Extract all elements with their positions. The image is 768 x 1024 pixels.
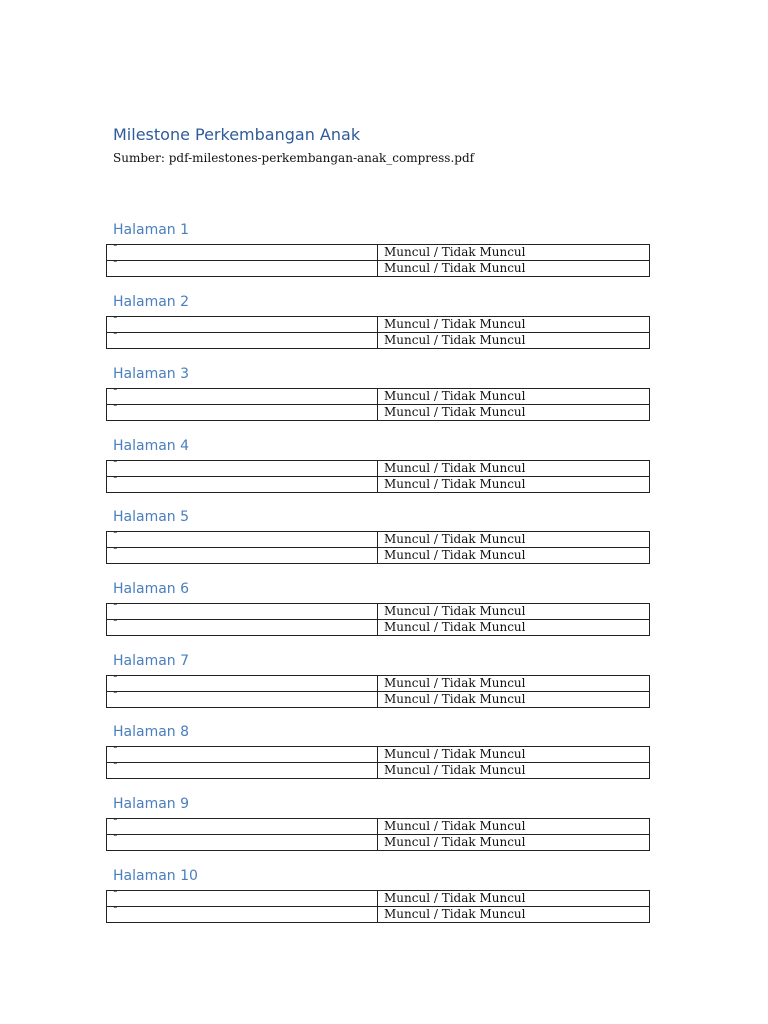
- section-heading: Halaman 8: [113, 724, 190, 740]
- milestone-status-cell: Muncul / Tidak Muncul: [378, 692, 650, 708]
- milestone-status-cell: Muncul / Tidak Muncul: [378, 477, 650, 493]
- table-row: [107, 532, 650, 548]
- section-halaman-4: [106, 437, 648, 493]
- milestone-status-cell: Muncul / Tidak Muncul: [378, 532, 650, 548]
- milestone-item-cell: ˜: [107, 692, 378, 708]
- table-row: [107, 245, 650, 261]
- table-row: [107, 261, 650, 277]
- milestone-table: [106, 244, 650, 277]
- table-row: [107, 692, 650, 708]
- milestone-table: [106, 890, 650, 923]
- milestone-status-cell: Muncul / Tidak Muncul: [378, 907, 650, 923]
- table-row: [107, 477, 650, 493]
- milestone-table: [106, 746, 650, 779]
- section-halaman-8: [106, 723, 648, 779]
- milestone-status-cell: Muncul / Tidak Muncul: [378, 461, 650, 477]
- section-halaman-9: [106, 795, 648, 851]
- section-halaman-3: [106, 365, 648, 421]
- milestone-status-cell: Muncul / Tidak Muncul: [378, 317, 650, 333]
- milestone-status-cell: Muncul / Tidak Muncul: [378, 245, 650, 261]
- table-row: [107, 907, 650, 923]
- milestone-item-cell: ˜: [107, 333, 378, 349]
- table-row: [107, 835, 650, 851]
- milestone-status-cell: Muncul / Tidak Muncul: [378, 333, 650, 349]
- section-halaman-6: [106, 580, 648, 636]
- table-row: [107, 405, 650, 421]
- section-heading: Halaman 5: [113, 509, 190, 525]
- milestone-status-cell: Muncul / Tidak Muncul: [378, 835, 650, 851]
- milestone-status-cell: Muncul / Tidak Muncul: [378, 261, 650, 277]
- milestone-status-cell: Muncul / Tidak Muncul: [378, 747, 650, 763]
- milestone-status-cell: Muncul / Tidak Muncul: [378, 405, 650, 421]
- section-halaman-1: [106, 221, 648, 277]
- table-row: [107, 604, 650, 620]
- section-heading: Halaman 3: [113, 366, 190, 382]
- section-halaman-7: [106, 652, 648, 708]
- milestone-status-cell: Muncul / Tidak Muncul: [378, 763, 650, 779]
- milestone-item-cell: ˜: [107, 245, 378, 261]
- table-row: [107, 763, 650, 779]
- section-heading: Halaman 6: [113, 581, 190, 597]
- milestone-status-cell: Muncul / Tidak Muncul: [378, 620, 650, 636]
- milestone-item-cell: ˜: [107, 317, 378, 333]
- milestone-table: [106, 388, 650, 421]
- section-heading: Halaman 1: [113, 222, 190, 238]
- milestone-item-cell: ˜: [107, 548, 378, 564]
- milestone-table: [106, 531, 650, 564]
- table-row: [107, 317, 650, 333]
- table-row: [107, 676, 650, 692]
- milestone-status-cell: Muncul / Tidak Muncul: [378, 676, 650, 692]
- milestone-item-cell: ˜: [107, 819, 378, 835]
- milestone-status-cell: Muncul / Tidak Muncul: [378, 604, 650, 620]
- milestone-item-cell: ˜: [107, 907, 378, 923]
- milestone-item-cell: ˜: [107, 532, 378, 548]
- table-row: [107, 548, 650, 564]
- table-row: [107, 333, 650, 349]
- milestone-item-cell: ˜: [107, 261, 378, 277]
- milestone-item-cell: ˜: [107, 891, 378, 907]
- milestone-item-cell: ˜: [107, 477, 378, 493]
- milestone-item-cell: ˜: [107, 763, 378, 779]
- milestone-status-cell: Muncul / Tidak Muncul: [378, 548, 650, 564]
- document-title: Milestone Perkembangan Anak: [113, 125, 361, 144]
- milestone-table: [106, 818, 650, 851]
- milestone-table: [106, 603, 650, 636]
- section-heading: Halaman 10: [113, 868, 198, 884]
- section-heading: Halaman 2: [113, 294, 190, 310]
- section-halaman-10: [106, 867, 648, 923]
- milestone-status-cell: Muncul / Tidak Muncul: [378, 891, 650, 907]
- table-row: [107, 819, 650, 835]
- section-heading: Halaman 9: [113, 796, 190, 812]
- milestone-table: [106, 316, 650, 349]
- milestone-item-cell: ˜: [107, 389, 378, 405]
- section-halaman-2: [106, 293, 648, 349]
- milestone-table: [106, 460, 650, 493]
- section-heading: Halaman 7: [113, 653, 190, 669]
- milestone-item-cell: ˜: [107, 604, 378, 620]
- milestone-item-cell: ˜: [107, 747, 378, 763]
- table-row: [107, 747, 650, 763]
- milestone-status-cell: Muncul / Tidak Muncul: [378, 389, 650, 405]
- milestone-item-cell: ˜: [107, 405, 378, 421]
- table-row: [107, 891, 650, 907]
- table-row: [107, 620, 650, 636]
- table-row: [107, 389, 650, 405]
- milestone-item-cell: ˜: [107, 461, 378, 477]
- section-halaman-5: [106, 508, 648, 564]
- milestone-table: [106, 675, 650, 708]
- milestone-status-cell: Muncul / Tidak Muncul: [378, 819, 650, 835]
- section-heading: Halaman 4: [113, 438, 190, 454]
- milestone-item-cell: ˜: [107, 620, 378, 636]
- table-row: [107, 461, 650, 477]
- milestone-item-cell: ˜: [107, 676, 378, 692]
- milestone-item-cell: ˜: [107, 835, 378, 851]
- document-source: Sumber: pdf-milestones-perkembangan-anak_compress.pdf: [113, 151, 475, 165]
